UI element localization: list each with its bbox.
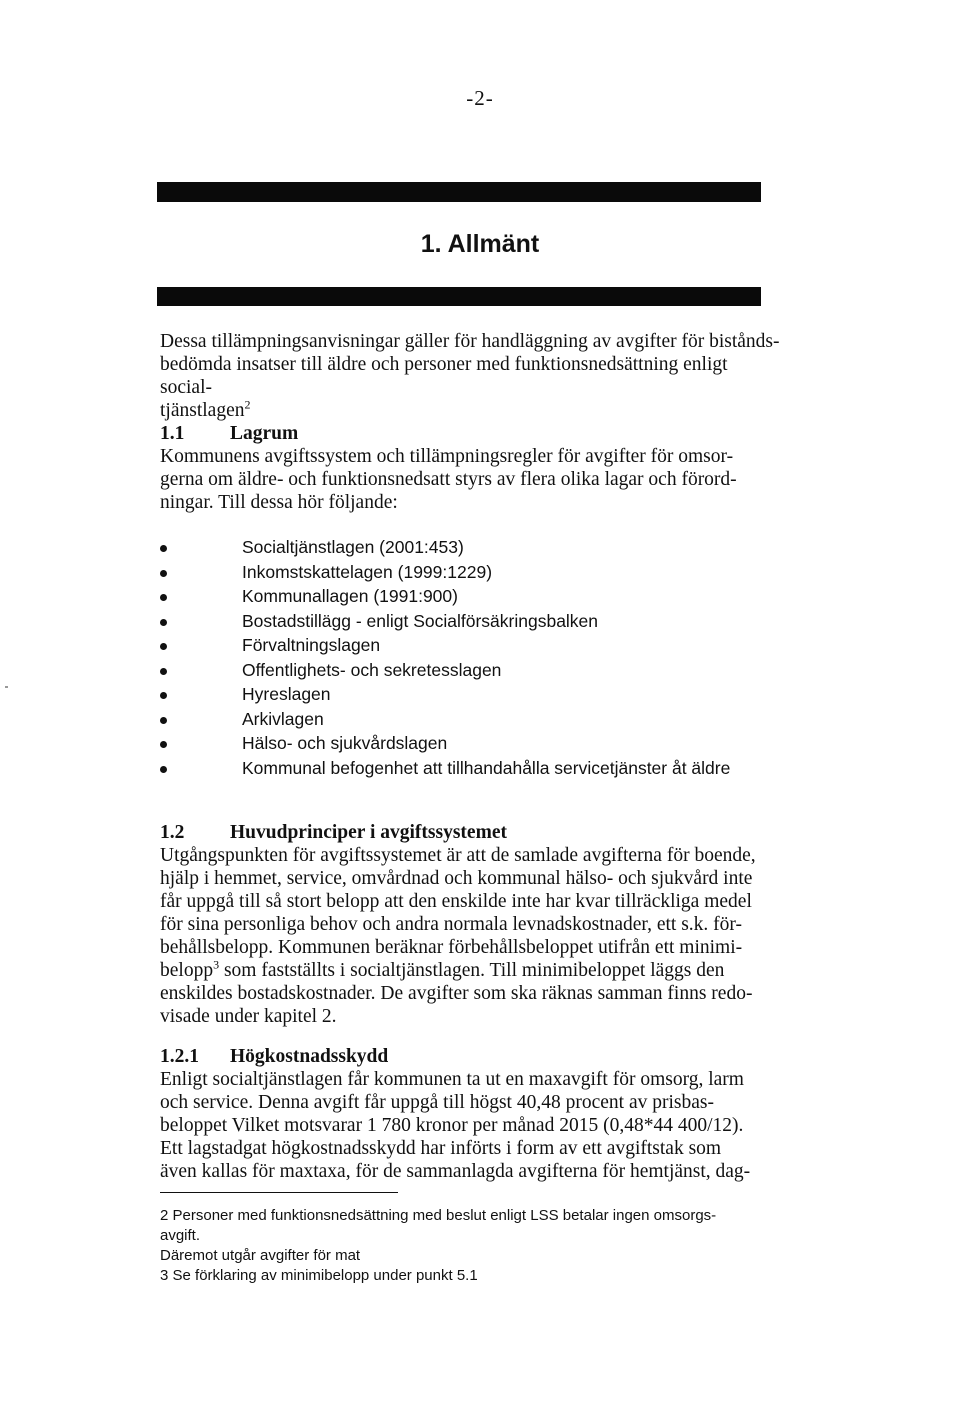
- page-number: -2-: [466, 86, 494, 110]
- law-item: Kommunal befogenhet att tillhandahålla servicetjänster åt äldre: [160, 756, 730, 781]
- lagrum-paragraph: [160, 445, 780, 514]
- lagrum-line: gerna om äldre- och funktionsnedsatt styrs av flera olika lagar och förord-: [160, 469, 737, 490]
- law-item: Bostadstillägg - enligt Socialförsäkringsbalken: [160, 609, 730, 634]
- lagrum-line: Kommunens avgiftssystem och tillämpningsregler för avgifter för omsor-: [160, 446, 734, 467]
- footnote-line: 2 Personer med funktionsnedsättning med beslut enligt LSS betalar ingen omsorgs-: [160, 1207, 717, 1224]
- bullet-icon: [160, 594, 167, 601]
- hogkostnadsskydd-paragraph: [160, 1068, 780, 1183]
- section-heading-1-1: [160, 422, 298, 445]
- law-item: Hälso- och sjukvårdslagen: [160, 731, 730, 756]
- law-item: Offentlighets- och sekretesslagen: [160, 658, 730, 683]
- bullet-icon: [160, 545, 167, 552]
- footnote-line: Däremot utgår avgifter för mat: [160, 1247, 361, 1264]
- huvudprinciper-line: för sina personliga behov och andra normala levnadskostnader, ett s.k. för-: [160, 914, 743, 935]
- huvudprinciper-line: behållsbelopp. Kommunen beräknar förbehållsbeloppet utifrån ett minimi-: [160, 937, 743, 958]
- hogkostnadsskydd-line: och service. Denna avgift får uppgå till högst 40,48 procent av prisbas-: [160, 1092, 714, 1113]
- section-title: Högkostnadsskydd: [230, 1046, 389, 1067]
- intro-line: tjänstlagen: [160, 400, 245, 421]
- bullet-icon: [160, 570, 167, 577]
- bullet-icon: [160, 717, 167, 724]
- law-item: Förvaltningslagen: [160, 633, 730, 658]
- footnote-ref: 2: [244, 397, 251, 412]
- law-item: Inkomstskattelagen (1999:1229): [160, 560, 730, 585]
- footnote-line: 3 Se förklaring av minimibelopp under punkt 5.1: [160, 1267, 478, 1284]
- bullet-icon: [160, 643, 167, 650]
- intro-line: Dessa tillämpningsanvisningar gäller för handläggning av avgifter för bistånds-: [160, 331, 780, 352]
- huvudprinciper-line: belopp: [160, 960, 214, 981]
- chapter-bar-top: [157, 182, 761, 202]
- hogkostnadsskydd-line: även kallas för maxtaxa, för de sammanlagda avgifterna för hemtjänst, dag-: [160, 1161, 751, 1182]
- footnote-separator: [160, 1192, 398, 1193]
- hogkostnadsskydd-line: beloppet Vilket motsvarar 1 780 kronor per månad 2015 (0,48*44 400/12).: [160, 1115, 744, 1136]
- law-item: Socialtjänstlagen (2001:453): [160, 535, 730, 560]
- bullet-icon: [160, 692, 167, 699]
- section-title: Lagrum: [230, 423, 299, 444]
- huvudprinciper-line: får uppgå till så stort belopp att den enskilde inte har kvar tillräckliga medel: [160, 891, 752, 912]
- bullet-icon: [160, 766, 167, 773]
- law-item: Hyreslagen: [160, 682, 730, 707]
- footnote-ref: 3: [213, 957, 220, 972]
- intro-paragraph: [160, 330, 780, 422]
- section-number: 1.1: [160, 423, 185, 444]
- law-item: Kommunallagen (1991:900): [160, 584, 730, 609]
- section-title: Huvudprinciper i avgiftssystemet: [230, 822, 507, 843]
- section-heading-1-2-1: [160, 1045, 388, 1068]
- footnote-line: avgift.: [160, 1227, 201, 1244]
- bullet-icon: [160, 668, 167, 675]
- huvudprinciper-line: hjälp i hemmet, service, omvårdnad och kommunal hälso- och sjukvård inte: [160, 868, 753, 889]
- law-item: Arkivlagen: [160, 707, 730, 732]
- section-number: 1.2: [160, 822, 185, 843]
- huvudprinciper-line: enskildes bostadskostnader. De avgifter som ska räknas samman finns redo-: [160, 983, 753, 1004]
- bullet-icon: [160, 741, 167, 748]
- bullet-icon: [160, 619, 167, 626]
- footnote-3: [160, 1266, 780, 1286]
- section-heading-1-2: [160, 821, 507, 844]
- huvudprinciper-line: visade under kapitel 2.: [160, 1006, 337, 1027]
- huvudprinciper-line: som fastställts i socialtjänstlagen. Till minimibeloppet läggs den: [219, 960, 725, 981]
- lagrum-line: ningar. Till dessa hör följande:: [160, 492, 398, 513]
- chapter-bar-bottom: [157, 287, 761, 306]
- section-number: 1.2.1: [160, 1046, 199, 1067]
- footnote-2: [160, 1206, 780, 1266]
- law-list: [160, 535, 730, 780]
- huvudprinciper-paragraph: [160, 844, 780, 1028]
- scan-artifact: [5, 686, 8, 688]
- hogkostnadsskydd-line: Ett lagstadgat högkostnadsskydd har införts i form av ett avgiftstak som: [160, 1138, 722, 1159]
- hogkostnadsskydd-line: Enligt socialtjänstlagen får kommunen ta ut en maxavgift för omsorg, larm: [160, 1069, 744, 1090]
- chapter-title: 1. Allmänt: [420, 230, 540, 258]
- huvudprinciper-line: Utgångspunkten för avgiftssystemet är att de samlade avgifterna för boende,: [160, 845, 756, 866]
- intro-line: bedömda insatser till äldre och personer med funktionsnedsättning enligt social-: [160, 354, 728, 398]
